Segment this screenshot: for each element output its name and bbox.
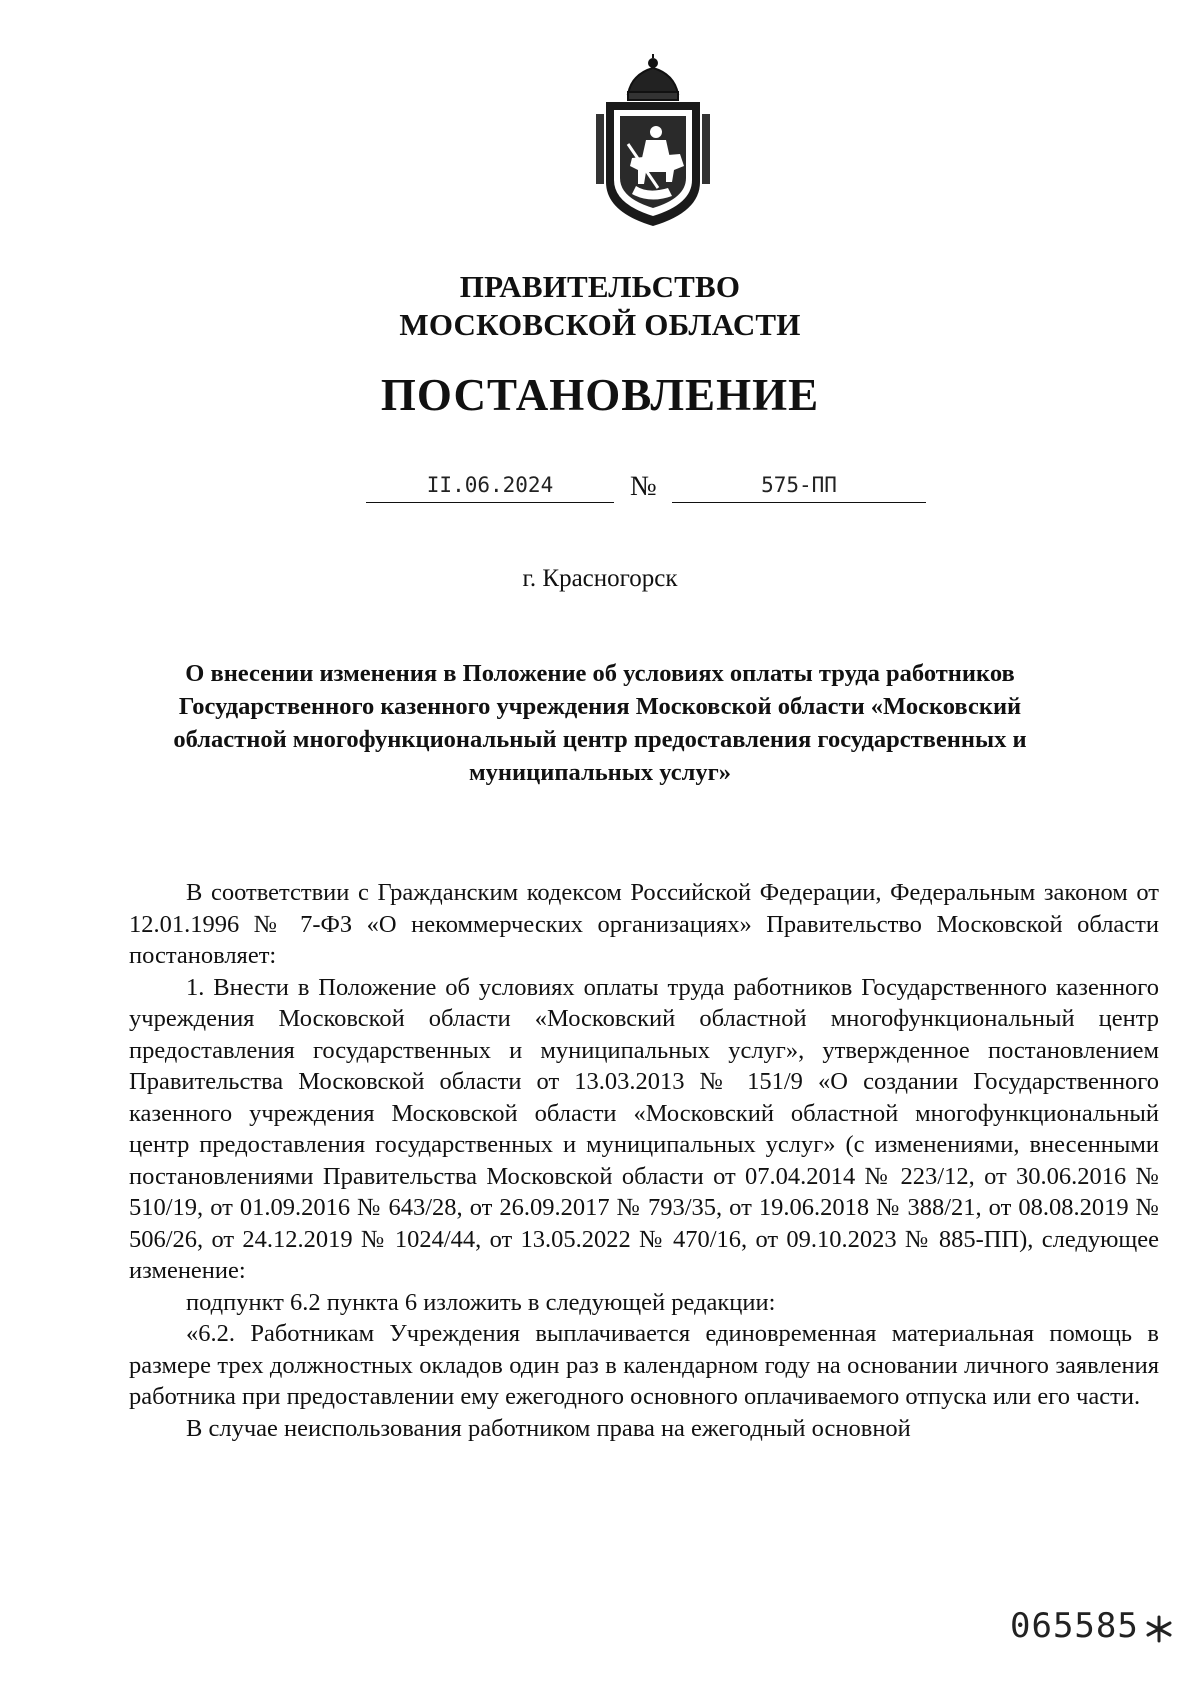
number-sign: № [630, 471, 657, 502]
org-name-line2: МОСКОВСКОЙ ОБЛАСТИ [399, 307, 801, 342]
document-date: II.06.2024 [366, 470, 614, 503]
date-number-line [0, 470, 1200, 510]
org-name-line1: ПРАВИТЕЛЬСТВО [459, 269, 741, 304]
paragraph: подпункт 6.2 пункта 6 изложить в следующей редакции: [186, 1288, 776, 1316]
asterisk-icon [1144, 1614, 1174, 1644]
document-number: 575-ПП [672, 470, 926, 503]
document-title: О внесении изменения в Положение об условиях оплаты труда работников Государственного казенного учреждения Московской области «Московский областной многофункциональный центр предоставления государственных и муниципальных услуг» [173, 660, 1027, 786]
serial-number: 065585 [1010, 1606, 1139, 1646]
paragraph: В случае неиспользования работником права на ежегодный основной [186, 1414, 911, 1442]
document-type: ПОСТАНОВЛЕНИЕ [380, 370, 820, 420]
paragraph: «6.2. Работникам Учреждения выплачивается единовременная материальная помощь в размере трех должностных окладов один раз в календарном году на основании личного заявления работника при предоставлении ему ежегодного основного оплачиваемого отпуска или его части. [129, 1320, 1159, 1410]
coat-of-arms-icon [588, 54, 718, 232]
document-body [129, 877, 1159, 1444]
paragraph: В соответствии с Гражданским кодексом Российской Федерации, Федеральным законом от 12.01.1996 № 7-ФЗ «О некоммерческих организациях» Правительство Московской области постановляет: [129, 879, 1159, 969]
city: г. Красногорск [522, 565, 678, 592]
paragraph: 1. Внести в Положение об условиях оплаты труда работников Государственного казенного учреждения Московской области «Московский областной многофункциональный центр предоставления государственных и муниципальных услуг», утвержденное постановлением Правительства Московской области от 13.03.2013 № 151/9 «О создании Государственного казенного учреждения Московской области «Московский областной многофункциональный центр предоставления государственных и муниципальных услуг» (с изменениями, внесенными постановлениями Правительства Московской области от 07.04.2014 № 223/12, от 30.06.2016 № 510/19, от 01.09.2016 № 643/28, от 26.09.2017 № 793/35, от 19.06.2018 № 388/21, от 08.08.2019 № 506/26, от 24.12.2019 № 1024/44, от 13.05.2022 № 470/16, от 09.10.2023 № 885-ПП), следующее изменение: [129, 973, 1159, 1284]
